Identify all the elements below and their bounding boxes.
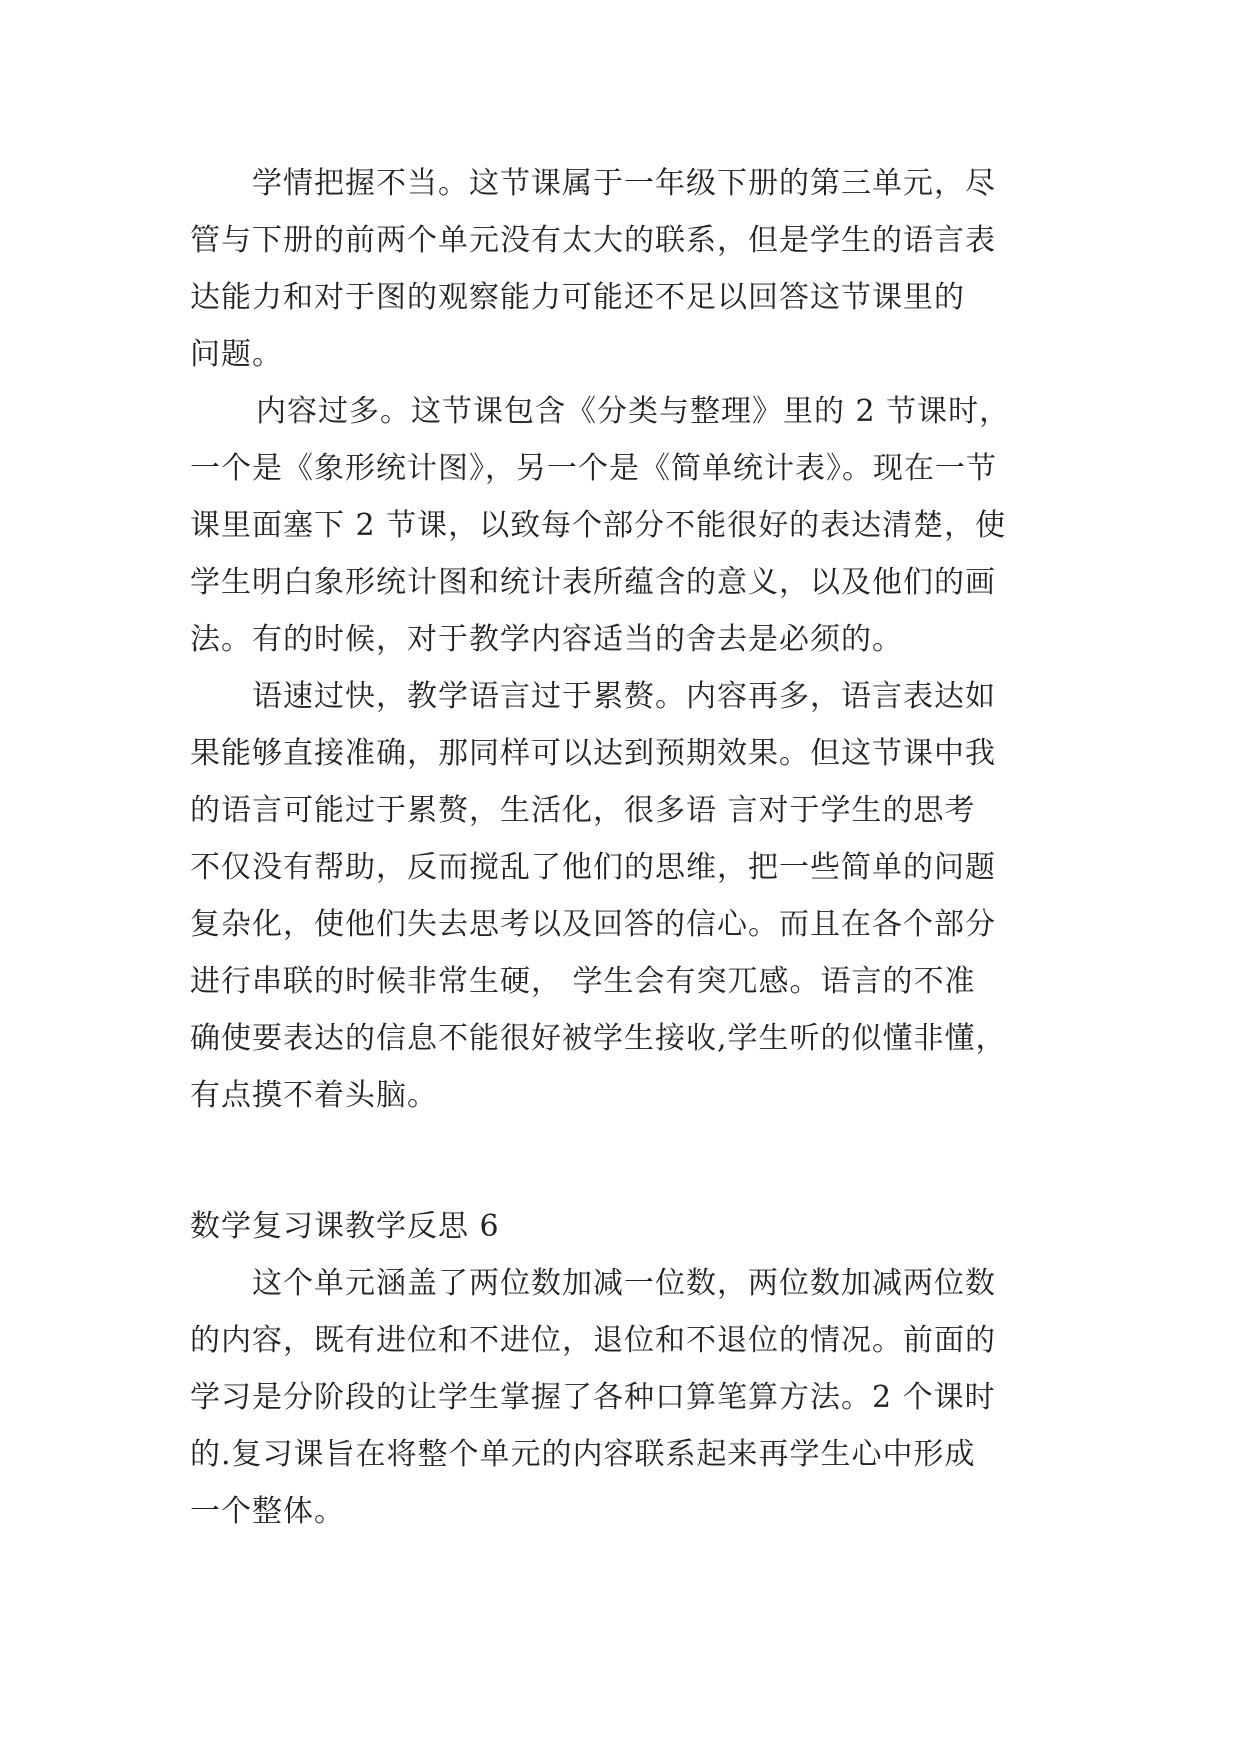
paragraph-3-line-6: 进行串联的时候非常生硬， 学生会有突兀感。语言的不准: [190, 964, 976, 999]
paragraph-3-line-4: 不仅没有帮助，反而搅乱了他们的思维，把一些简单的问题: [190, 850, 996, 885]
paragraph-3-line-5: 复杂化，使他们失去思考以及回答的信心。而且在各个部分: [190, 907, 996, 942]
section-paragraph-line-3: 学习是分阶段的让学生掌握了各种口算笔算方法。2 个课时: [190, 1380, 996, 1415]
paragraph-2-line-5: 法。有的时候，对于教学内容适当的舍去是必须的。: [190, 622, 903, 657]
paragraph-3-line-7: 确使要表达的信息不能很好被学生接收,学生听的似懂非懂，: [190, 1021, 1007, 1056]
section-paragraph-line-4: 的.复习课旨在将整个单元的内容联系起来再学生心中形成: [190, 1437, 976, 1472]
paragraph-2-line-2: 一个是《象形统计图》，另一个是《简单统计表》。现在一节: [190, 451, 997, 486]
paragraph-3-line-1: 语速过快，教学语言过于累赘。内容再多，语言表达如: [252, 679, 996, 714]
paragraph-2-line-3: 课里面塞下 2 节课，以致每个部分不能很好的表达清楚，使: [190, 508, 1007, 543]
paragraph-1-line-1: 学情把握不当。这节课属于一年级下册的第三单元，尽: [252, 166, 996, 201]
paragraph-1-line-2: 管与下册的前两个单元没有太大的联系，但是学生的语言表: [190, 223, 996, 258]
section-paragraph-line-1: 这个单元涵盖了两位数加减一位数，两位数加减两位数: [252, 1266, 996, 1301]
section-paragraph-line-2: 的内容，既有进位和不进位，退位和不退位的情况。前面的: [190, 1323, 996, 1358]
paragraph-2-line-4: 学生明白象形统计图和统计表所蕴含的意义，以及他们的画: [190, 565, 996, 600]
paragraph-1-line-3: 达能力和对于图的观察能力可能还不足以回答这节课里的: [190, 280, 965, 315]
paragraph-3-line-2: 果能够直接准确，那同样可以达到预期效果。但这节课中我: [190, 736, 996, 771]
paragraph-3-line-8: 有点摸不着头脑。: [190, 1078, 438, 1113]
section-title: 数学复习课教学反思 6: [190, 1209, 500, 1244]
paragraph-3-line-3: 的语言可能过于累赘，生活化，很多语 言对于学生的思考: [190, 793, 976, 828]
paragraph-1-line-4: 问题。: [190, 337, 283, 372]
paragraph-2-line-1: 内容过多。这节课包含《分类与整理》里的 2 节课时，: [256, 394, 1011, 429]
section-paragraph-line-5: 一个整体。: [190, 1494, 345, 1529]
